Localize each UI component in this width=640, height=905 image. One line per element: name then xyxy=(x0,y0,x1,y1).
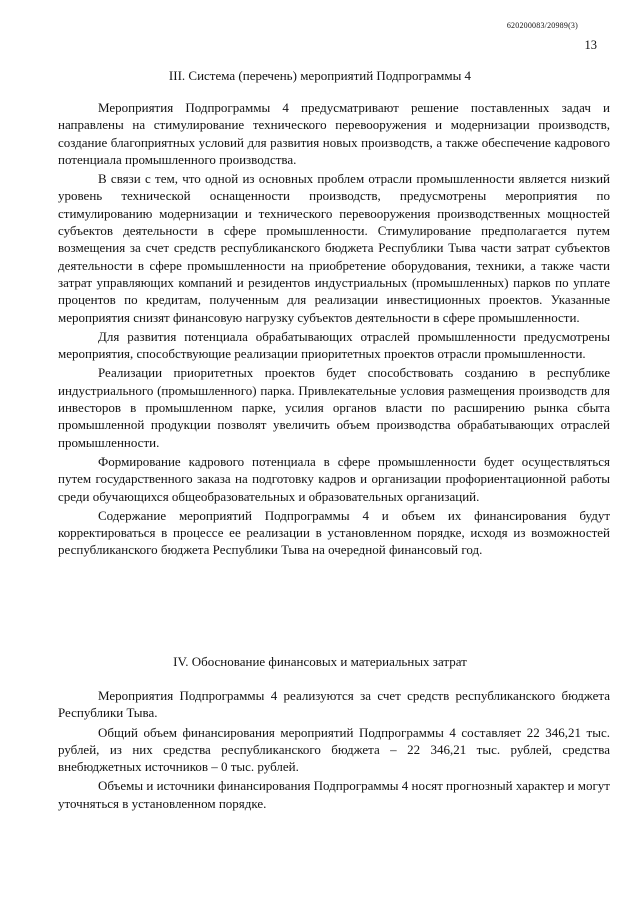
section-4-body xyxy=(58,687,610,814)
paragraph: Объемы и источники финансирования Подпрограммы 4 носят прогнозный характер и могут уточняться в установленном порядке. xyxy=(58,778,610,811)
document-code: 620200083/20989(3) xyxy=(506,21,578,30)
section-3-body xyxy=(58,99,610,561)
paragraph: Общий объем финансирования мероприятий Подпрограммы 4 составляет 22 346,21 тыс. рублей, из них средства республиканского бюджета – 22 346,21 тыс. рублей, средства внебюджетных источников – 0 тыс. рублей. xyxy=(58,724,610,775)
paragraph: Формирование кадрового потенциала в сфере промышленности будет осуществляться путем государственного заказа на подготовку кадров и организации профориентационной работы среди обучающихся общеобразовательных и образовательных организаций. xyxy=(58,453,610,504)
paragraph: Мероприятия Подпрограммы 4 предусматривают решение поставленных задач и направлены на стимулирование технического перевооружения и модернизации производств, создание благоприятных условий для развития новых производств, а также обеспечение кадрового потенциала промышленного производства. xyxy=(58,100,610,167)
section-3-heading: III. Система (перечень) мероприятий Подпрограммы 4 xyxy=(168,68,472,83)
paragraph: В связи с тем, что одной из основных проблем отрасли промышленности является низкий уровень технической оснащенности производств, предусмотрены мероприятия по стимулированию модернизации и технического перевооружения производственных мощностей субъектов деятельности в сфере промышленности. Стимулирование предполагается путем возмещения за счет средств республиканского бюджета Республики Тыва части затрат субъектов деятельности в сфере промышленности на приобретение оборудования, техники, а также части затрат управляющих компаний и резидентов индустриальных (промышленных) парков по уплате процентов по кредитам, полученным для реализации инвестиционных проектов. Указанные мероприятия снизят финансовую нагрузку субъектов деятельности в сфере промышленности. xyxy=(58,171,610,325)
paragraph: Мероприятия Подпрограммы 4 реализуются за счет средств республиканского бюджета Республики Тыва. xyxy=(58,688,610,721)
paragraph: Для развития потенциала обрабатывающих отраслей промышленности предусмотрены мероприятия, способствующие реализации приоритетных проектов отрасли промышленности. xyxy=(58,328,610,362)
section-4-heading: IV. Обоснование финансовых и материальных затрат xyxy=(173,654,467,669)
paragraph: Реализации приоритетных проектов будет способствовать созданию в республике индустриального (промышленного) парка. Привлекательные условия размещения производств для инвесторов в промышленном парке, усилия органов власти по расширению рынка сбыта промышленной продукции позволят увеличить объем производства обрабатывающих отраслей промышленности. xyxy=(58,365,610,450)
page-number: 13 xyxy=(584,38,597,52)
paragraph: Содержание мероприятий Подпрограммы 4 и объем их финансирования будут корректироваться в процессе ее реализации в установленном порядке, исходя из возможностей республиканского бюджета Республики Тыва на очередной финансовый год. xyxy=(58,507,610,558)
